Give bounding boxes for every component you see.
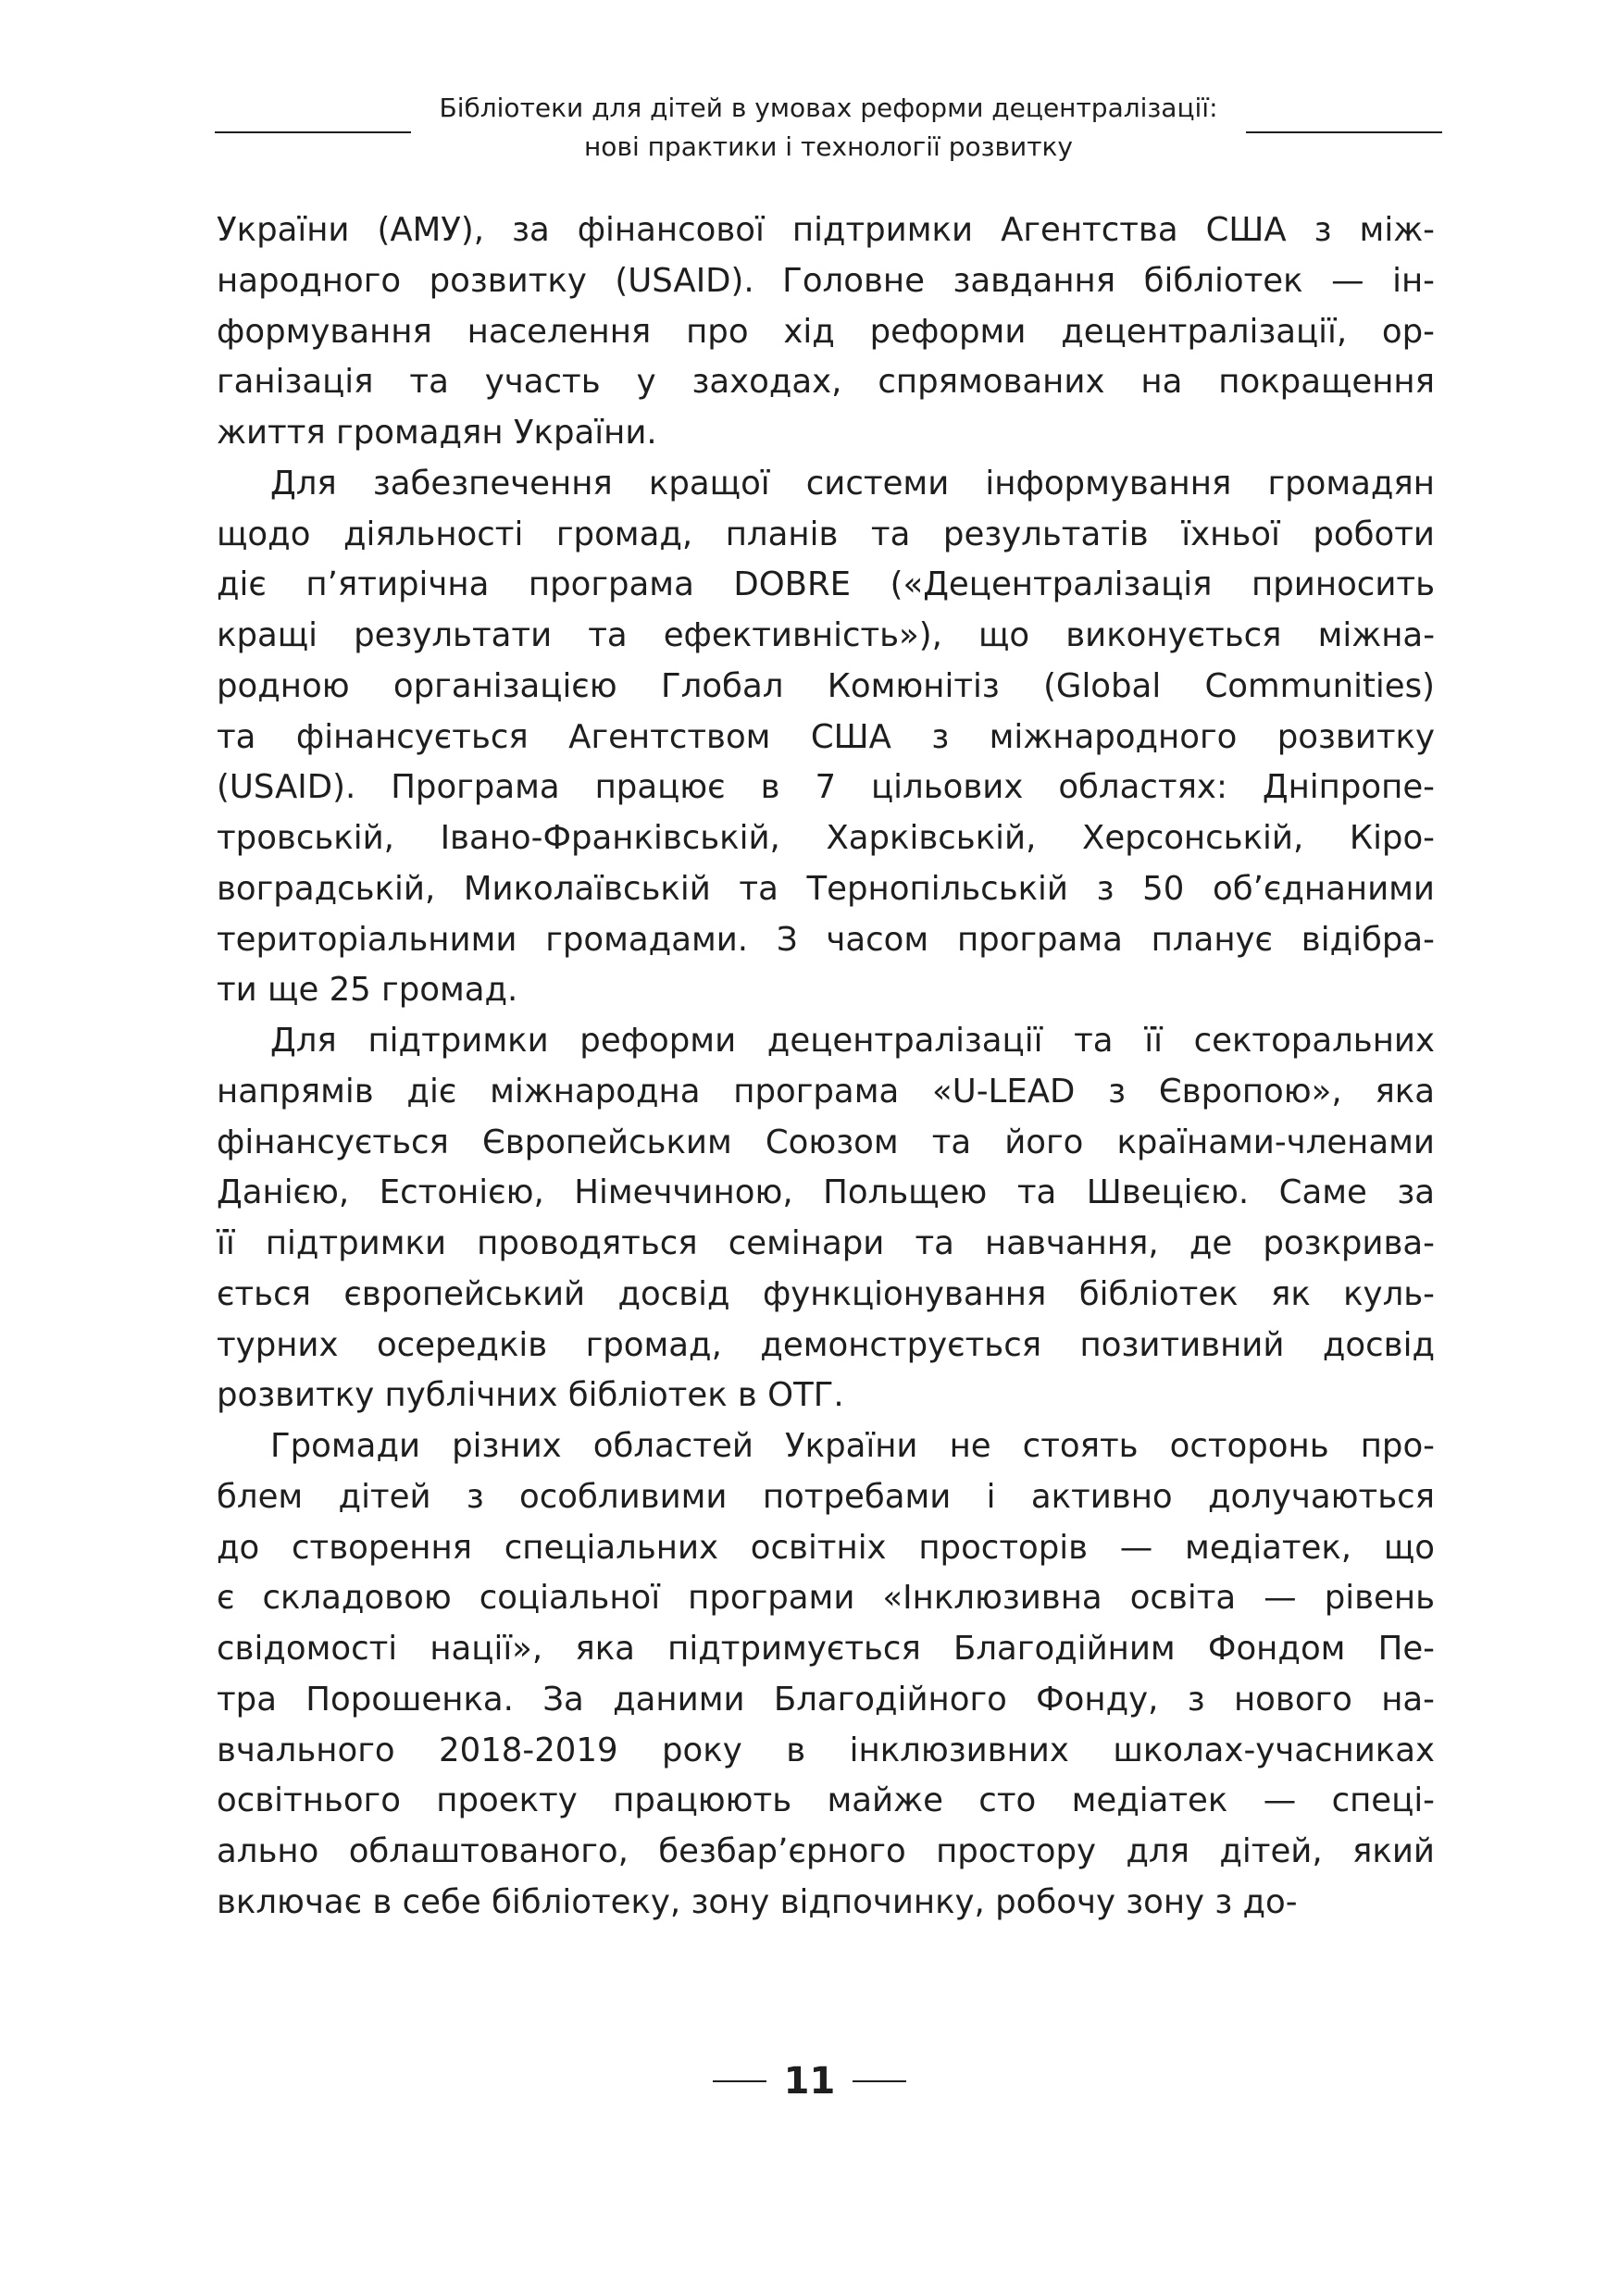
running-header-line-1: Бібліотеки для дітей в умовах реформи децентралізації: [439,93,1218,123]
text-line: Для забезпечення кращої системи інформування громадян [270,464,1435,503]
text-line: Данією, Естонією, Німеччиною, Польщею та Швецією. Саме за [217,1173,1435,1212]
text-line: блем дітей з особливими потребами і активно долучаються [217,1477,1435,1516]
running-header-line-2: нові практики і технології розвитку [584,131,1073,162]
header-rule-right [1246,131,1442,133]
text-line: турних осередків громад, демонструється позитивний досвід [217,1325,1435,1364]
text-line: життя громадян України. [217,414,657,452]
paragraph [217,459,1435,1016]
text-line: включає в себе бібліотеку, зону відпочинку, робочу зону з до- [217,1882,1298,1921]
text-line: тра Порошенка. За даними Благодійного Фонду, з нового на- [217,1680,1435,1719]
page-footer [0,2060,1619,2108]
text-line: воградській, Миколаївській та Тернопільській з 50 об’єднаними [217,869,1435,908]
folio-rule-right [853,2080,906,2082]
text-line: та фінансується Агентством США з міжнародного розвитку [217,717,1435,756]
text-line: територіальними громадами. З часом програма планує відібра- [217,920,1435,959]
header-rule-left [215,131,411,133]
text-line: розвитку публічних бібліотек в ОТГ. [217,1376,844,1415]
text-line: напрямів діє міжнародна програма «U-LEAD з Європою», яка [217,1072,1435,1111]
text-line: народного розвитку (USAID). Головне завдання бібліотек — ін- [217,261,1435,300]
text-line: вчального 2018-2019 року в інклюзивних школах-учасниках [217,1731,1435,1769]
text-line: кращі результати та ефективність»), що виконується міжна- [217,616,1435,654]
body-text [217,205,1435,1929]
text-line: родною організацією Глобал Комюнітіз (Global Communities) [217,666,1435,705]
paragraph [217,1016,1435,1421]
text-line: свідомості нації», яка підтримується Благодійним Фондом Пе- [217,1630,1435,1668]
running-header-title [422,89,1235,167]
text-line: є складовою соціальної програми «Інклюзивна освіта — рівень [217,1579,1435,1618]
text-line: ально облаштованого, безбар’єрного простору для дітей, який [217,1832,1435,1870]
page-number: 11 [783,2060,836,2103]
folio-rule-left [713,2080,766,2082]
text-line: фінансується Європейським Союзом та його країнами-членами [217,1123,1435,1161]
text-line: Для підтримки реформи децентралізації та її секторальних [270,1022,1435,1060]
text-line: до створення спеціальних освітніх просторів — медіатек, що [217,1528,1435,1567]
text-line: України (АМУ), за фінансової підтримки Агентства США з між- [217,211,1435,249]
text-line: ється європейський досвід функціонування бібліотек як куль- [217,1274,1435,1313]
text-line: ти ще 25 громад. [217,971,518,1010]
paragraph [217,205,1435,459]
text-line: тровській, Івано-Франківській, Харківській, Херсонській, Кіро- [217,819,1435,857]
text-line: її підтримки проводяться семінари та навчання, де розкрива- [217,1224,1435,1262]
text-line: діє п’ятирічна програма DOBRE («Децентралізація приносить [217,565,1435,604]
text-line: освітнього проекту працюють майже сто медіатек — спеці- [217,1781,1435,1820]
paragraph [217,1421,1435,1929]
text-line: (USAID). Програма працює в 7 цільових областях: Дніпропе- [217,768,1435,807]
text-line: щодо діяльності громад, планів та результатів їхньої роботи [217,515,1435,553]
text-line: Громади різних областей України не стоять осторонь про- [270,1427,1435,1465]
text-line: ганізація та участь у заходах, спрямованих на покращення [217,363,1435,402]
running-header [215,89,1442,167]
text-line: формування населення про хід реформи децентралізації, ор- [217,312,1435,351]
